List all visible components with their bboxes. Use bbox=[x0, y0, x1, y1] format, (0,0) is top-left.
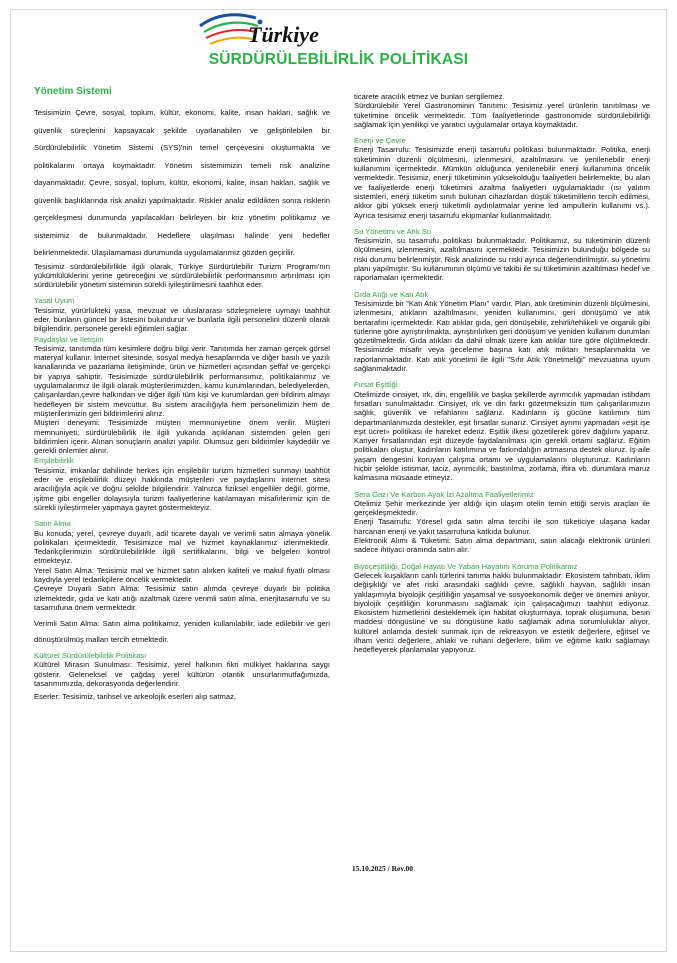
sustainability-commitment-text: Tesisimiz sürdürülebilirlikle ilgili olarak, Türkiye Sürdürülebilir Turizm Programı'nın yükümlülüklerini yerine getireceğini ve sürdürülebilirlik performansının artırılması için sürdürülebilir yönetim sisteminin sürekli iyileştirilmesini taahhüt eder. bbox=[34, 261, 330, 290]
biodiversity-text: Gelecek kuşakların canlı türlerini tanıma hakkı bulunmaktadır. Ekosistem tahribatı, iklim değişikliği ve afet riski arasındaki sağlıklı çevre, sağlıklı hayvan, sağlıklı insan yaklaşımıyla biyolojik çeşitliliğin yaşamsal ve sosyoekonomik değer ve önemini anlıyor, biyolojik çeşitliliğin korunmasını sağlamak için çalışacağımızı taahhüt ediyoruz. Ekosistem hizmetlerini desteklemek için habitat oluşturmaya, toprak oluşumuna, besin maddesi döngüsüne ve su döngüsüne katkı sağlamak adına sorumluluklar alıyor, kültürel anlamda destek sunmak için de rekreasyon ve estetik değerlere, eğitsel ve ilham verici değerlere, ahlaki ve ruhani değerlere, bilim ve eğitime katkı sağlamayı hedefleyerek planlamalar yapıyoruz. bbox=[354, 570, 650, 655]
eco-purchasing-text: Çevreye Duyarlı Satın Alma: Tesisimiz satın alımda çevreye duyarlı bir politika izlemektedir, gıda ve katı atığı azaltmak üzere verimli satın alma, enerjitasarrufu ve su tasarrufuna önem vermektedir. bbox=[34, 584, 330, 612]
local-purchasing-text: Yerel Satın Alma: Tesisimiz mal ve hizmet satın alırken kaliteli ve makul fiyatlı olması kaydıyla yerel tedarikçilere öncelik vermektedir. bbox=[34, 565, 330, 584]
artifacts-continued-text: ticarete aracılık etmez ve bunları sergilemez. bbox=[354, 92, 505, 101]
customer-experience-text: Müşteri deneyimi: Tesisimizde müşteri memnuniyetine önem verilir. Müşteri memnuniyeti, sürdürülebilirlik ile ilgili yukarıda açıklanan sistemden gelen geri bildirimleri içerir. Alınan sonuçların analizi yapılır. Olumsuz geri bildirimler kaydedilir ve gerekli önlemler alınır. bbox=[34, 418, 330, 456]
management-system-text: Tesisimizin Çevre, sosyal, toplum, kültür, ekonomi, kalite, insan hakları, sağlık ve güvenlik süreçlerini kapsayacak şekilde uyarlanabilen ve geliştirilebilen bir Sürdürülebilirlik Yönetim Sistemi (SYS)'nin temel çerçevesini oluşturmakta ve politikalarını ortaya koymaktadır. Yönetim sistemimizin temeli risk analizine dayanmaktadır. Çevre, sosyal, toplum, kültür, ekonomi, kalite, insan hakları, sağlık ve güvenlik başlıklarında risk analizi yapılmaktadır. Riskler analiz edildikten sonra risklerin gerçekleşmesi durumunda yapılacakları belirleyen bir kriz yönetim politikamız ve sistemimiz de bulunmaktadır. Hedeflere ulaşılması halinde yeni hedefler belirlenmektedir. Ulaşılamaması durumunda uygulamalarımız gözden geçirilir. bbox=[34, 108, 330, 257]
water-heading: Su Yönetimi ve Atık Su bbox=[354, 226, 432, 236]
energy-heading: Enerji ve Çevre bbox=[354, 136, 406, 146]
logo-wordmark: Türkiye bbox=[248, 22, 319, 47]
energy-text: Enerji Tasarrufu: Tesisimizde enerji tasarrufu politikası bulunmaktadır. Politika, enerji tüketiminin düzenli ölçülmesini, izlenmesini, azaltılmasını ve yenilenebilir enerji kullanımını içermektedir. Mümkün olduğunca yenilenebilir enerji kullanımına öncelik vermektedir. Tesisimiz, enerji tüketiminin yüksekolduğu faaliyetleri belirlemekte, bu alan ve faaliyetlerde enerji tüketimini azaltma faaliyetleri uygulamaktadır (ısı yalıtım sistemleri, enerji tüketim sınıfı bulunan cihazlardan düşük tüketimlilerin tercih edilmesi, akkor gibi yüksek enerji tüketimli aydınlatmalar yerine led ampullerin kullanımı vs.). Ayrıca tesisimiz enerji tasarrufu ekipmanlar kullanmaktadır. bbox=[354, 145, 650, 220]
biodiversity-heading: Biyoçeşitliliği, Doğal Hayatı Ve Yaban Hayatını Koruma Politikamız bbox=[354, 561, 578, 571]
page-title: SÜRDÜRÜLEBİLİRLİK POLİTİKASI bbox=[208, 51, 469, 68]
equality-text: Otelimizde cinsiyet, ırk, din, engellilik ve başka şekillerde ayrımcılık yapmadan istihdam fırsatları sunulmaktadır. Cinsiyet, ırk ve din farkı gözetmeksizin tüm çalışanlarımızın sağlık, güvenlik ve refahlarını sağlarız. Kadınların iş gücüne katılımını tüm departmanlarımızda destekler, eşit fırsatlar sunarız. Cinsiyet ayrımı yapmadan «eşit işe eşit ücret» politikası ile hareket ederiz. Eşitlik ilkesi gözetilerek görev dağılımı yaparız. Kariyer fırsatlarından eşit düzeyde faydalanılması için gerekli ortamı sağlarız. Eğitim politikaları oluştur, kadınların katılımına ve farkındalığın artmasına destek oluruz. İş-aile yaşam dengesini koruyan çalışma ortamı ve uygulamalarını oluştururuz. Kadınların hiçbir şekilde istismar, taciz, ayrımcılık, bastırılma, zorlama, iftira vb. durumlara maruz kalmasına müsaade etmeyiz. bbox=[354, 389, 650, 483]
electronics-text: Elektronik Alımı & Tüketimi: Satın alma departmanı, satın alacağı elektronik ürünleri sadece ihtiyacı oranında satın alır. bbox=[354, 536, 650, 555]
waste-text: Tesisimizde bir "Katı Atık Yönetim Planı" vardır. Plan, atık üretiminin düzenli ölçülmesini, izlenmesini, atıkların azaltılmasını, yeniden kullanımını, geri dönüşümü ve atık bertarafını içermektedir. Katı atıklar gıda, geri dönüşebilir, zehirli/tehlikeli ve organik gibi türlerine göre ayrıştırılmakta, ayrıştırılırken geri dönüşüm ve yeniden kullanım durumları gözetilmektedir. Gıda atıkları da dahil olmak üzere katı atıklar türe göre ölçülmektedir. Tesisimizde misafir veya geceleme başına katı atık miktarı hesaplanmakta ve raporlanmaktadır. Katı atık yönetimi ile ilgili "Sıfır Atık Yönetmeliği" mevzuatına uyum sağlanmaktadır. bbox=[354, 298, 650, 374]
revision-date: 15.10.2025 / Rev.00 bbox=[352, 864, 414, 873]
purchasing-heading: Satın Alma bbox=[34, 519, 71, 529]
emissions-heading: Sera Gazı Ve Karbon Ayak İzi Azaltma Faaliyetlerimiz bbox=[354, 489, 534, 499]
efficient-purchasing-text: Verimli Satın Alma: Satın alma politikamız, yeniden kullanılabilir, iade edilebilir ve geri dönüştürülmüş malları tercih etmektedir. bbox=[34, 619, 330, 645]
gastronomy-text: Sürdürülebilir Yerel Gastronominin Tanıtımı: Tesisimiz yerel ürünlerin tanıtılması ve tüketimine öncelik vermektedir. Tüm faaliyetlerinde gastronomide sürdürülebilirliği sağlamak için yenilikçi ve yaratıcı uygulamalar ortaya koymaktadır. bbox=[354, 101, 650, 129]
accessibility-heading: Erişilebilirlik bbox=[34, 456, 74, 466]
legal-compliance-heading: Yasal Uyum bbox=[34, 296, 75, 306]
purchasing-text: Bu konuda; yerel, çevreye duyarlı, adil ticarete dayalı ve verimli satın almaya yönelik politikaları içermektedir. Tesisimizce mal ve hizmet kaynaklarımız izlenmektedir. Tedarikçilerimizin sürdürülebilirlikle ilgili sertifikalarını, bilgi ve belgeleri kontrol etmekteyiz. bbox=[34, 528, 330, 566]
cultural-heading: Kültürel Sürdürülebilirlik Politikası bbox=[34, 651, 147, 661]
cultural-heritage-text: Kültürel Mirasın Sunulması: Tesisimiz, yerel halkının fikri mülkiyet haklarına saygı gösterir. Geleneksel ve çağdaş yerel kültürün otantik unsurlarımutfağımızda, tasarımımızda, dekorasyonda değerlendirir. bbox=[34, 660, 330, 689]
energy-saving-text: Enerji Tasarrufu: Yöresel gıda satın alma tercihi ile son tüketiciye ulaşana kadar harcanan enerji ve yakıt tasarrufuna katkıda bulunur. bbox=[354, 517, 650, 536]
artifacts-text: Eserler: Tesisimiz, tarihsel ve arkeolojik eserleri alıp satmaz, bbox=[34, 692, 237, 702]
stakeholders-heading: Paydaşlar ve İletişim bbox=[34, 334, 104, 344]
water-text: Tesisimizin, su tasarrufu politikası bulunmaktadır. Politikamız, su tüketiminin düzenli ölçülmesini, izlenmesini, azaltılmasını içermektedir. Tesisimizin bulunduğu bölgede su riski durumu belirlenmiştir. Risk analizinde su riski ayrıca değerlendirilmiştir, su yönetimi planı yapılmıştır. Su kullanımının ölçümü ve takibi ile su tüketiminin azaltılması hedef ve raporlamaları içermektedir. bbox=[354, 236, 650, 283]
right-column bbox=[354, 92, 650, 655]
management-system-heading: Yönetim Sistemi bbox=[34, 86, 112, 97]
legal-compliance-text: Tesisimiz, yürürlükteki yasa, mevzuat ve uluslararası sözleşmelere uymayı taahhüt eder, bunların güncel bir listesini bulundurur ve bunlarla ilgili personelini düzenli olarak bilgilendirir, personele gerekli eğitimleri sağlar. bbox=[34, 305, 330, 334]
equality-heading: Fırsat Eşitliği bbox=[354, 380, 398, 390]
transport-text: Otelimiz Şehir merkezinde yer aldığı için ulaşım otelin temin ettiği servis araçları ile gerçekleşmektedir. bbox=[354, 498, 650, 518]
stakeholders-text: Tesisimiz, tanıtımda tüm kesimlere doğru bilgi verir. Tanıtımda her zaman gerçek görsel materyal kullanır. İnternet sitesinde, sosyal medya hesaplarında ve diğer basılı ve yazılı kanallarında ve pazarlama iletişiminde, ürün ve hizmetleri açısından şeffaf ve gerçekçi bir yapıya sahiptir. Tesisimizde sürdürülebilirlik performansımız, politikalarımız ve uygulamalarımız ile ilgili olarak müşterilerimizden, kamu kurumlarından, belediyelerden, çalışanlardan,çevre halkından ve diğer ilgili tüm kişi ve kurumlardan geri bildirim almayı hedefleyen bir sistem mevcuttur. Bu sistem aracılığıyla hem personelimizin hem de müşterilerimizin geri bildirimlerini alırız. bbox=[34, 343, 330, 418]
left-column bbox=[34, 86, 330, 702]
accessibility-text: Tesisimiz, imkanlar dahilinde herkes için erişilebilir turizm hizmetleri sunmayı taahhüt eder ve erişilebilirlik düzeyi hakkında müşterileri ve paydaşlarını internet sitesi aracılığıyla açık ve doğru şekilde bilgilendirir. Yalnızca fiziksel engelliler değil, görme, işitme gibi engeller dolayısıyla turizm faaliyetlerine katılamayan misafirlerimiz için de sürekli iyileştirmeler yapmaya gayret göstermekteyiz. bbox=[34, 465, 330, 512]
waste-heading: Gıda Atığı ve Katı Atık bbox=[354, 289, 429, 299]
